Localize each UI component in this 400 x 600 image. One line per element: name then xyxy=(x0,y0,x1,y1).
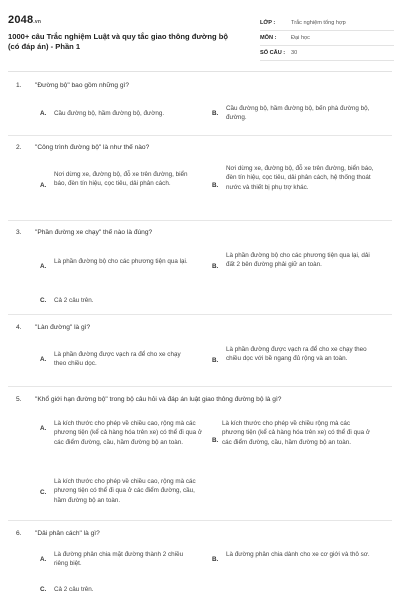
question-text: "Làn đường" là gì? xyxy=(35,324,91,331)
option-letter: B. xyxy=(212,357,219,364)
question-number: 2. xyxy=(16,144,22,151)
question-divider xyxy=(8,386,392,387)
question-divider xyxy=(8,314,392,315)
header-divider xyxy=(8,71,392,72)
option-text: Cầu đường bộ, hầm đường bộ, bến phà đường bộ, đường. xyxy=(226,105,370,122)
question-number: 1. xyxy=(16,82,22,89)
option-text: Nơi dừng xe, đường bộ, đỗ xe trên đường, biển báo, đèn tín hiệu, cọc tiêu, dải phân cách, hệ thống thoát nước và thiết bị phụ trợ khác. xyxy=(226,165,374,191)
meta-subject-row xyxy=(260,31,394,46)
question-text: "Phần đường xe chạy" thế nào là đúng? xyxy=(35,229,153,236)
option-text: Cầu đường bộ, hầm đường bộ, đường. xyxy=(54,110,165,117)
option-letter: A. xyxy=(40,182,47,189)
meta-key: SỐ CÂU : xyxy=(260,50,286,56)
logo-number: 2048 xyxy=(8,14,34,26)
option-letter: C. xyxy=(40,297,47,304)
question-number: 4. xyxy=(16,324,22,331)
option-text: Là phần đường được vạch ra để cho xe chạy theo chiều dọc với bề ngang đủ rộng và an toàn. xyxy=(226,346,367,363)
meta-key: LỚP : xyxy=(260,20,276,26)
meta-value: 30 xyxy=(291,50,298,56)
option-letter: C. xyxy=(40,489,47,496)
option-letter: B. xyxy=(212,110,219,117)
question-header xyxy=(8,229,392,241)
question-text: "Khổ giới hạn đường bộ" trong bộ câu hỏi và đáp án luật giao thông đường bộ là gì? xyxy=(35,396,282,403)
option-letter: A. xyxy=(40,110,47,117)
option-text: Là kích thước cho phép về chiều rộng mà các phương tiện (kể cả hàng hóa trên xe) có thể đi qua ở các điểm đường, cầu, hầm đường bộ an toàn. xyxy=(222,420,370,446)
question-4 xyxy=(8,324,392,368)
question-6 xyxy=(8,530,392,593)
option-text: Là đường phân chia dành cho xe cơ giới và thô sơ. xyxy=(226,551,370,558)
document-header xyxy=(8,8,394,64)
meta-value: Trắc nghiệm tổng hợp xyxy=(291,20,346,26)
question-number: 5. xyxy=(16,396,22,403)
option-letter: B. xyxy=(212,182,219,189)
question-text: "Dải phân cách" là gì? xyxy=(35,530,100,537)
question-divider xyxy=(8,520,392,521)
question-header xyxy=(8,82,392,94)
document-meta xyxy=(260,16,394,61)
question-number: 6. xyxy=(16,530,22,537)
option-text: Là kích thước cho phép về chiều cao, rộng mà các phương tiện (kể cả hàng hóa trên xe) có thể đi qua ở các điểm đường, cầu, hầm đường bộ an toàn. xyxy=(54,420,202,446)
option-text: Nơi dừng xe, đường bộ, đỗ xe trên đường, biển báo, đèn tín hiệu, cọc tiêu, dải phân cách. xyxy=(54,171,188,188)
option-text: Là phần đường bộ cho các phương tiện qua lại, dải đất 2 bên đường phải giữ an toàn. xyxy=(226,252,370,269)
option-letter: B. xyxy=(212,263,219,270)
question-header xyxy=(8,144,392,156)
question-1 xyxy=(8,82,392,122)
option-letter: B. xyxy=(212,437,219,444)
meta-value: Đại học xyxy=(291,35,310,41)
option-text: Cả 2 câu trên. xyxy=(54,297,94,304)
question-divider xyxy=(8,135,392,136)
option-letter: C. xyxy=(40,586,47,593)
option-letter: B. xyxy=(212,556,219,563)
logo-suffix: .vn xyxy=(33,19,42,25)
document-title: 1000+ câu Trắc nghiệm Luật và quy tắc giao thông đường bộ (có đáp án) - Phần 1 xyxy=(8,32,228,51)
question-text: "Công trình đường bộ" là như thế nào? xyxy=(35,144,150,151)
option-text: Là kích thước cho phép về chiều cao, rộng mà các phương tiện có thể đi qua ở các điểm đường, cầu, hầm đường bộ an toàn. xyxy=(54,478,196,504)
option-letter: A. xyxy=(40,425,47,432)
option-text: Cả 2 câu trên. xyxy=(54,586,94,593)
question-header xyxy=(8,396,392,408)
option-text: Là phần đường bộ cho các phương tiện qua lại. xyxy=(54,258,188,265)
question-header xyxy=(8,530,392,542)
question-3 xyxy=(8,229,392,304)
question-text: "Đường bộ" bao gồm những gì? xyxy=(35,82,130,89)
site-logo[interactable] xyxy=(8,14,41,26)
question-5 xyxy=(8,396,392,504)
option-text: Là phần đường được vạch ra để cho xe chạy theo chiều dọc. xyxy=(54,351,181,368)
option-text: Là đường phân chia mặt đường thành 2 chiều riêng biệt. xyxy=(54,551,184,568)
question-header xyxy=(8,324,392,336)
question-divider xyxy=(8,220,392,221)
option-letter: A. xyxy=(40,263,47,270)
meta-key: MÔN : xyxy=(260,35,277,41)
meta-count-row xyxy=(260,46,394,61)
question-2 xyxy=(8,144,392,191)
question-number: 3. xyxy=(16,229,22,236)
option-letter: A. xyxy=(40,556,47,563)
meta-class-row xyxy=(260,16,394,31)
option-letter: A. xyxy=(40,356,47,363)
